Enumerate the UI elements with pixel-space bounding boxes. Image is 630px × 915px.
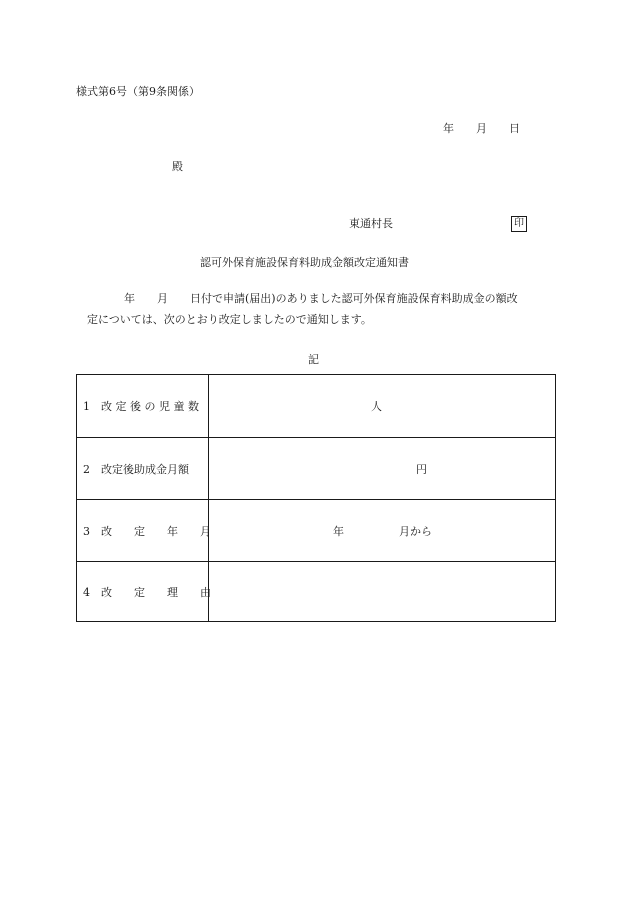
row-value-cell-empty <box>209 562 555 621</box>
row-label-cell <box>77 438 209 499</box>
row-label-cell <box>77 500 209 561</box>
seal-mark: 印 <box>511 216 527 232</box>
table-row <box>77 437 555 499</box>
table-row <box>77 561 555 621</box>
row-value-yen-unit: 円 <box>416 462 427 476</box>
document-title: 認可外保育施設保育料助成金額改定通知書 <box>200 256 409 269</box>
issuer-name: 東通村長 <box>349 217 393 230</box>
row-label-monthly-amount: 2 改定後助成金月額 <box>83 462 189 476</box>
issue-date-line: 年 月 日 <box>443 122 520 135</box>
addressee-honorific: 殿 <box>172 160 183 173</box>
row-label-cell <box>77 375 209 437</box>
row-label-revision-date: 3 改 定 年 月 <box>83 524 211 538</box>
row-value-year-month-from: 年 月から <box>333 524 432 538</box>
form-number: 様式第6号（第9条関係） <box>76 85 200 98</box>
row-label-cell <box>77 562 209 621</box>
row-value-children-unit: 人 <box>371 400 382 413</box>
row-value-cell <box>209 500 555 561</box>
row-label-children-count: 1 改 定 後 の 児 童 数 <box>83 400 199 413</box>
row-value-cell <box>209 438 555 499</box>
body-text-line-2: 定については、次のとおり改定しましたので通知します。 <box>87 313 372 326</box>
table-row <box>77 375 555 437</box>
body-text-line-1: 年 月 日付で申請(届出)のありました認可外保育施設保育料助成金の額改 <box>124 292 518 305</box>
row-label-revision-reason: 4 改 定 理 由 <box>83 585 211 599</box>
details-table <box>76 374 556 622</box>
ki-heading: 記 <box>308 353 319 366</box>
table-row <box>77 499 555 561</box>
row-value-cell <box>209 375 555 437</box>
